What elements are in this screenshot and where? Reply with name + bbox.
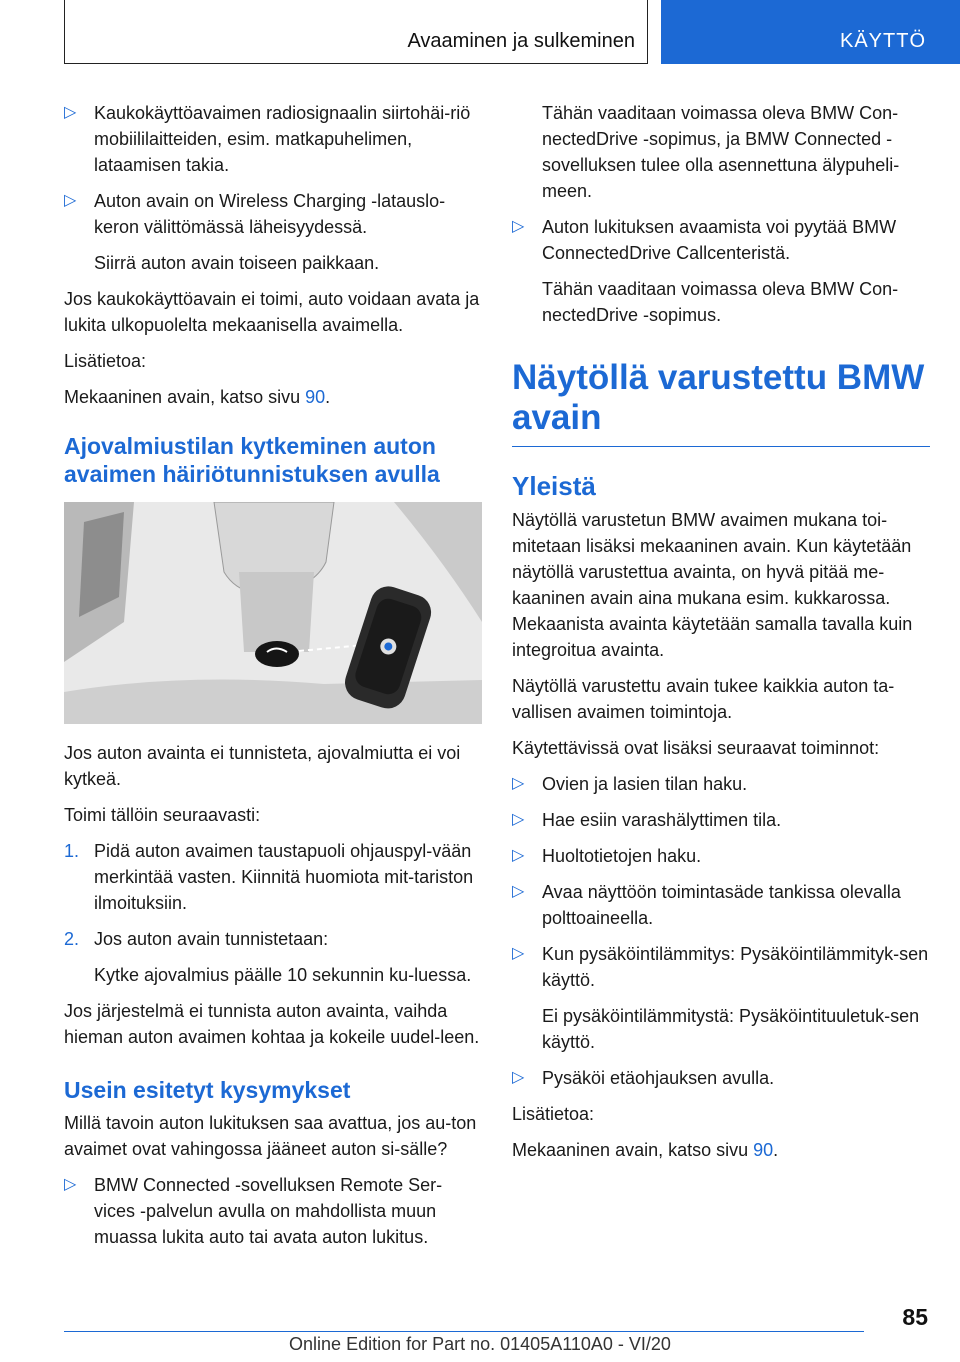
footer-edition: Online Edition for Part no. 01405A110A0 - VI/20 [289,1334,671,1354]
paragraph: Käytettävissä ovat lisäksi seuraavat toiminnot: [512,738,880,758]
list-item: ▷ Kun pysäköintilämmitys: Pysäköintilämmityk-sen käyttö. Ei pysäköintilämmitystä: Pysäköintituuletuk-sen käyttö. [512,941,930,1055]
list-item: ▷ BMW Connected -sovelluksen Remote Ser-vices -palvelun avulla on mahdollista muun muassa lukita auto tai avata auton lukitus. [64,1172,482,1250]
header-chapter-tab[interactable] [661,0,960,64]
key-fob-drawing [64,502,482,724]
paragraph: Jos järjestelmä ei tunnista auton avainta, vaihda hieman auton avaimen kohtaa ja kokeile uudel-leen. [64,1001,480,1047]
paragraph-with-link: Mekaaninen avain, katso sivu 90. [64,387,331,407]
page-link[interactable]: 90 [753,1140,774,1160]
triangle-bullet-icon: ▷ [64,1176,77,1193]
left-column [64,100,482,1260]
header-section-title: Avaaminen ja sulkeminen [407,30,635,52]
list-item: ▷ Avaa näyttöön toimintasäde tankissa olevalla polttoaineella. [512,879,930,931]
footer-divider [64,1331,864,1332]
list-item: ▷ Ovien ja lasien tilan haku. [512,771,930,797]
paragraph: Jos auton avainta ei tunnisteta, ajovalmiutta ei voi kytkeä. [64,743,461,789]
page-link[interactable]: 90 [305,387,326,407]
triangle-bullet-icon: ▷ [512,1069,525,1086]
list-item: ▷ Hae esiin varashälyttimen tila. [512,807,930,833]
section-heading: Ajovalmiustilan kytkeminen auton avaimen häiriötunnistuksen avulla [64,433,440,487]
triangle-bullet-icon: ▷ [64,192,77,209]
triangle-bullet-icon: ▷ [512,811,525,828]
triangle-bullet-icon: ▷ [512,775,525,792]
numbered-step: 2. Jos auton avain tunnistetaan: Kytke ajovalmius päälle 10 sekunnin ku-luessa. [64,926,482,988]
triangle-bullet-icon: ▷ [64,104,77,121]
paragraph-with-link: Mekaaninen avain, katso sivu 90. [512,1140,779,1160]
list-item: ▷ Kaukokäyttöavaimen radiosignaalin siirtohäi-riö mobiililaitteiden, esim. matkapuhelimen, lataamisen takia. [64,100,482,178]
paragraph: Lisätietoa: [64,351,147,371]
header-section-box [64,0,648,64]
step-number: 2. [64,929,80,949]
paragraph: Jos kaukokäyttöavain ei toimi, auto voidaan avata ja lukita ulkopuolelta mekaanisella avaimella. [64,289,480,335]
subsection-heading: Yleistä [512,471,596,501]
header-chapter-title: KÄYTTÖ [839,30,926,52]
triangle-bullet-icon: ▷ [512,945,525,962]
paragraph: Näytöllä varustetun BMW avaimen mukana toi-mitetaan lisäksi mekaaninen avain. Kun käytetään näytöllä varustettua avainta, on hyvä pitää me-kaaninen avain aina mukana esim. kukkarossa. Mekaanista avainta käytetään samalla tavalla kuin integroitua avainta. [512,510,913,660]
step-number: 1. [64,841,80,861]
list-item: ▷ Auton avain on Wireless Charging -latauslo-keron välittömässä läheisyydessä. Siirrä auton avain toiseen paikkaan. [64,188,482,276]
paragraph: Lisätietoa: [512,1104,595,1124]
right-column [512,100,930,1173]
page-number: 85 [902,1304,928,1330]
paragraph: Toimi tällöin seuraavasti: [64,805,261,825]
triangle-bullet-icon: ▷ [512,218,525,235]
numbered-step: 1. Pidä auton avaimen taustapuoli ohjauspyl-vään merkintää vasten. Kiinnitä huomiota mit-tariston ilmoituksiin. [64,838,482,916]
paragraph: Näytöllä varustettu avain tukee kaikkia auton ta-vallisen avaimen toimintoja. [512,676,895,722]
triangle-bullet-icon: ▷ [512,847,525,864]
section-heading: Usein esitetyt kysymykset [64,1077,351,1103]
list-item: ▷ Pysäköi etäohjauksen avulla. [512,1065,930,1091]
key-fob-illustration [64,502,482,724]
paragraph: Millä tavoin auton lukituksen saa avattua, jos au-ton avaimet ovat vahingossa jääneet auton si-sälle? [64,1113,477,1159]
chapter-heading: Näytöllä varustettu BMW avain [512,358,930,447]
list-item: ▷ Huoltotietojen haku. [512,843,930,869]
paragraph: Tähän vaaditaan voimassa oleva BMW Con-nectedDrive -sopimus, ja BMW Connected -sovelluksen tulee olla asennettuna älypuheli-meen. [542,103,900,201]
list-item: ▷ Auton lukituksen avaamista voi pyytää BMW ConnectedDrive Callcenteristä. Tähän vaaditaan voimassa oleva BMW Con-nectedDrive -sopimus. [512,214,930,328]
triangle-bullet-icon: ▷ [512,883,525,900]
